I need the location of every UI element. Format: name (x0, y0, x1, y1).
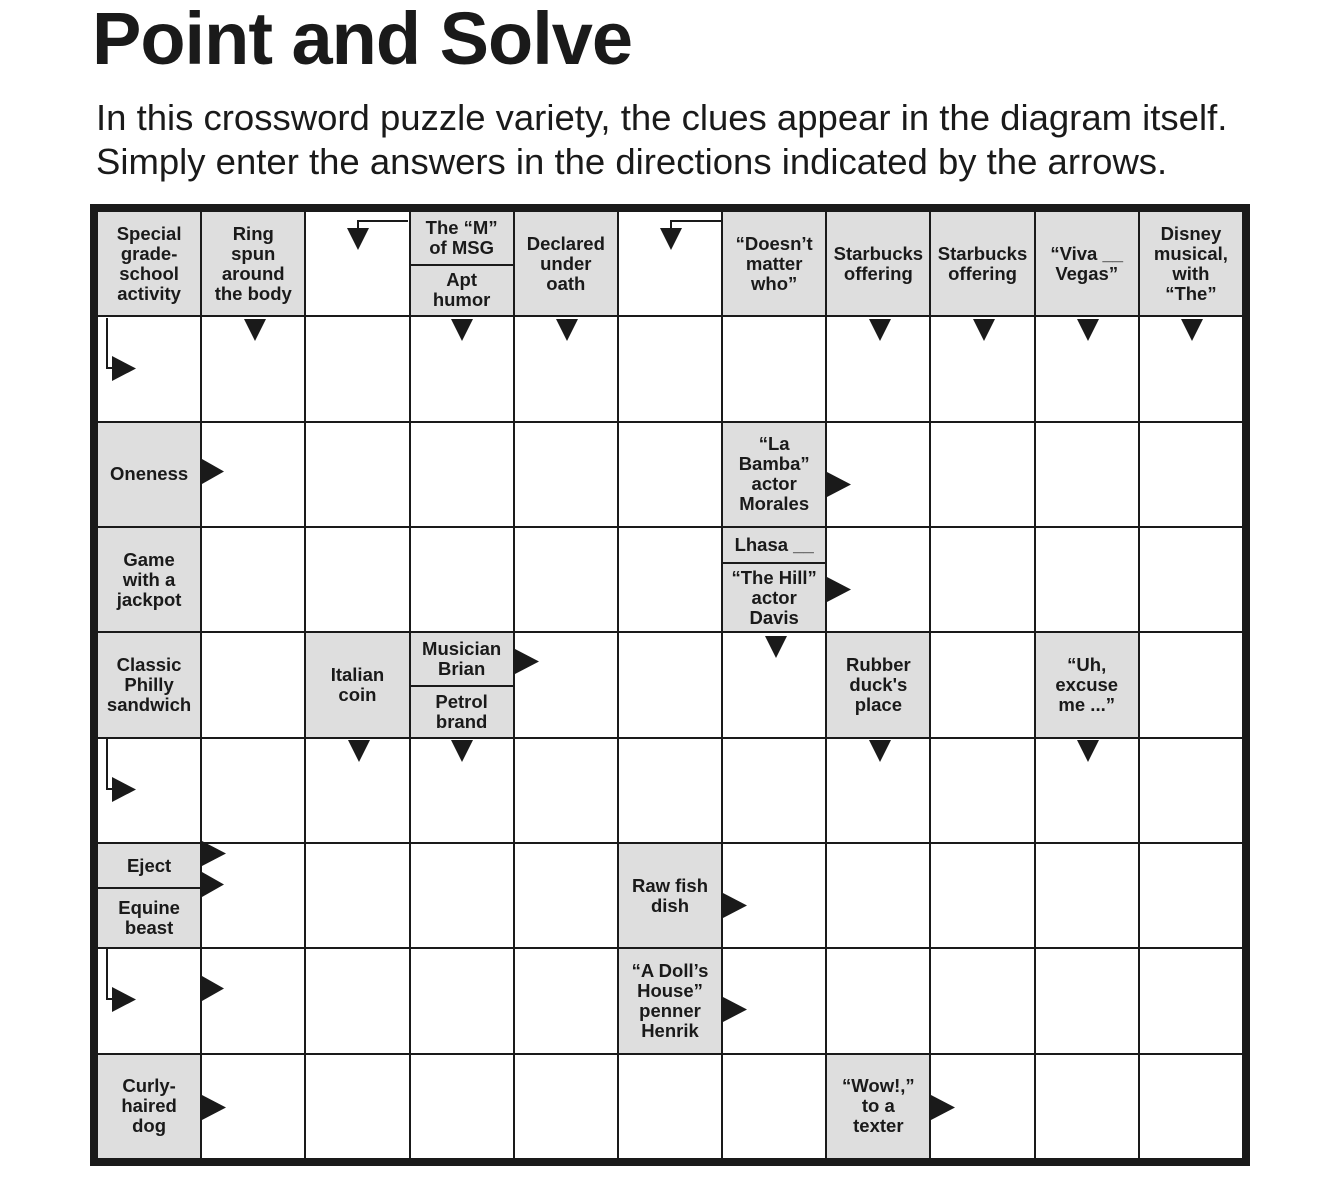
answer-cell[interactable] (931, 633, 1033, 736)
answer-cell[interactable] (931, 423, 1033, 526)
clue-cell (723, 423, 825, 526)
answer-cell[interactable] (619, 423, 721, 526)
answer-cell[interactable] (202, 423, 304, 526)
clue-cell (827, 1055, 929, 1158)
answer-cell[interactable] (202, 317, 304, 420)
clue-text: The “M” of MSG (425, 216, 498, 258)
answer-cell[interactable] (202, 633, 304, 736)
clue-cell (619, 844, 721, 947)
instructions (96, 96, 1316, 184)
clue-text: Rubber duck's place (845, 653, 911, 715)
answer-cell[interactable] (1140, 739, 1242, 842)
clue-cell (1140, 212, 1242, 315)
answer-cell[interactable] (931, 528, 1033, 631)
answer-cell[interactable] (931, 317, 1033, 420)
clue-cell (515, 212, 617, 315)
clue-text: Musician Brian (422, 638, 502, 680)
clue-cell (827, 633, 929, 736)
answer-cell[interactable] (931, 739, 1033, 842)
answer-cell[interactable] (723, 1055, 825, 1158)
answer-cell[interactable] (202, 844, 304, 947)
clue-text: Apt humor (432, 269, 491, 311)
answer-cell[interactable] (98, 739, 200, 842)
answer-cell[interactable] (202, 1055, 304, 1158)
clue-cell (1036, 633, 1138, 736)
clue-text: “Wow!,” to a texter (842, 1075, 915, 1137)
answer-cell[interactable] (619, 739, 721, 842)
answer-cell[interactable] (515, 949, 617, 1052)
answer-cell[interactable] (1140, 633, 1242, 736)
answer-cell[interactable] (723, 317, 825, 420)
clue-text: Game with a jackpot (116, 548, 182, 610)
clue-text: Classic Philly sandwich (106, 653, 192, 715)
answer-cell[interactable] (306, 528, 408, 631)
answer-cell[interactable] (411, 423, 513, 526)
answer-cell[interactable] (1140, 423, 1242, 526)
clue-text: Petrol brand (435, 690, 488, 732)
answer-cell[interactable] (827, 949, 929, 1052)
answer-cell[interactable] (1036, 317, 1138, 420)
answer-cell[interactable] (1036, 949, 1138, 1052)
answer-cell[interactable] (515, 844, 617, 947)
clue-cell (619, 949, 721, 1052)
answer-cell[interactable] (98, 317, 200, 420)
clue-text: “The Hill” actor Davis (731, 566, 817, 628)
clue-text: “Uh, excuse me ...” (1055, 653, 1119, 715)
answer-cell[interactable] (1140, 528, 1242, 631)
answer-cell[interactable] (411, 949, 513, 1052)
answer-cell[interactable] (515, 423, 617, 526)
answer-cell[interactable] (411, 528, 513, 631)
answer-cell[interactable] (411, 844, 513, 947)
answer-cell[interactable] (827, 317, 929, 420)
clue-cell (98, 844, 200, 947)
clue-cell (98, 212, 200, 315)
answer-cell[interactable] (515, 633, 617, 736)
clue-divider (98, 887, 200, 889)
clue-cell (411, 633, 513, 736)
answer-cell[interactable] (1036, 528, 1138, 631)
clue-text: Raw fish dish (631, 874, 709, 916)
clue-cell (723, 212, 825, 315)
answer-cell[interactable] (931, 844, 1033, 947)
clue-text: Declared under oath (526, 232, 605, 294)
answer-cell[interactable] (619, 633, 721, 736)
answer-cell[interactable] (306, 1055, 408, 1158)
answer-cell[interactable] (202, 949, 304, 1052)
answer-cell[interactable] (827, 423, 929, 526)
answer-cell[interactable] (1140, 949, 1242, 1052)
answer-cell[interactable] (306, 844, 408, 947)
clue-cell (931, 212, 1033, 315)
answer-cell[interactable] (619, 317, 721, 420)
answer-cell[interactable] (1036, 739, 1138, 842)
clue-cell (1036, 212, 1138, 315)
clue-cell (723, 528, 825, 631)
answer-cell[interactable] (827, 844, 929, 947)
clue-text: Equine beast (118, 897, 180, 939)
clue-cell (98, 528, 200, 631)
answer-cell[interactable] (411, 317, 513, 420)
answer-cell[interactable] (723, 949, 825, 1052)
clue-text: “Viva __ Vegas” (1050, 242, 1124, 284)
clue-cell (411, 212, 513, 315)
clue-text: Ring spun around the body (214, 222, 292, 304)
answer-cell[interactable] (306, 423, 408, 526)
clue-text: Eject (126, 854, 172, 876)
clue-text: “La Bamba” actor Morales (738, 433, 810, 515)
answer-cell[interactable] (1140, 317, 1242, 420)
answer-cell[interactable] (723, 844, 825, 947)
answer-cell[interactable] (1036, 844, 1138, 947)
answer-cell[interactable] (202, 528, 304, 631)
puzzle-grid (90, 204, 1250, 1166)
instructions-line-2: Simply enter the answers in the directions indicated by the arrows. (96, 141, 1168, 182)
answer-cell[interactable] (411, 1055, 513, 1158)
answer-cell[interactable] (723, 633, 825, 736)
answer-cell[interactable] (202, 739, 304, 842)
answer-cell[interactable] (306, 949, 408, 1052)
page-title: Point and Solve (92, 0, 633, 80)
answer-cell[interactable] (515, 528, 617, 631)
clue-cell (306, 633, 408, 736)
answer-cell[interactable] (306, 317, 408, 420)
answer-cell[interactable] (1036, 423, 1138, 526)
answer-cell[interactable] (306, 739, 408, 842)
clue-cell (202, 212, 304, 315)
clue-text: Oneness (110, 463, 189, 485)
answer-cell[interactable] (723, 739, 825, 842)
clue-text: Starbucks offering (833, 242, 924, 284)
answer-cell[interactable] (619, 212, 721, 315)
answer-cell[interactable] (306, 212, 408, 315)
answer-cell[interactable] (411, 739, 513, 842)
answer-cell[interactable] (1036, 1055, 1138, 1158)
clue-text: Lhasa __ (734, 534, 814, 556)
clue-cell (98, 1055, 200, 1158)
answer-cell[interactable] (827, 528, 929, 631)
clue-text: “Doesn’t matter who” (735, 232, 813, 294)
answer-cell[interactable] (1140, 844, 1242, 947)
clue-cell (98, 423, 200, 526)
answer-cell[interactable] (98, 949, 200, 1052)
clue-cell (827, 212, 929, 315)
clue-text: Italian coin (330, 663, 385, 705)
clue-divider (723, 562, 825, 564)
answer-cell[interactable] (1140, 1055, 1242, 1158)
clue-divider (411, 685, 513, 687)
answer-cell[interactable] (619, 528, 721, 631)
answer-cell[interactable] (827, 739, 929, 842)
answer-cell[interactable] (515, 317, 617, 420)
clue-cell (98, 633, 200, 736)
answer-cell[interactable] (619, 1055, 721, 1158)
clue-text: Curly- haired dog (121, 1075, 177, 1137)
instructions-line-1: In this crossword puzzle variety, the clues appear in the diagram itself. (96, 97, 1228, 138)
clue-text: “A Doll’s House” penner Henrik (631, 959, 709, 1041)
answer-cell[interactable] (515, 739, 617, 842)
clue-divider (411, 264, 513, 266)
clue-text: Special grade- school activity (116, 222, 182, 304)
clue-text: Disney musical, with “The” (1153, 222, 1228, 304)
answer-cell[interactable] (515, 1055, 617, 1158)
answer-cell[interactable] (931, 949, 1033, 1052)
answer-cell[interactable] (931, 1055, 1033, 1158)
clue-text: Starbucks offering (937, 242, 1028, 284)
